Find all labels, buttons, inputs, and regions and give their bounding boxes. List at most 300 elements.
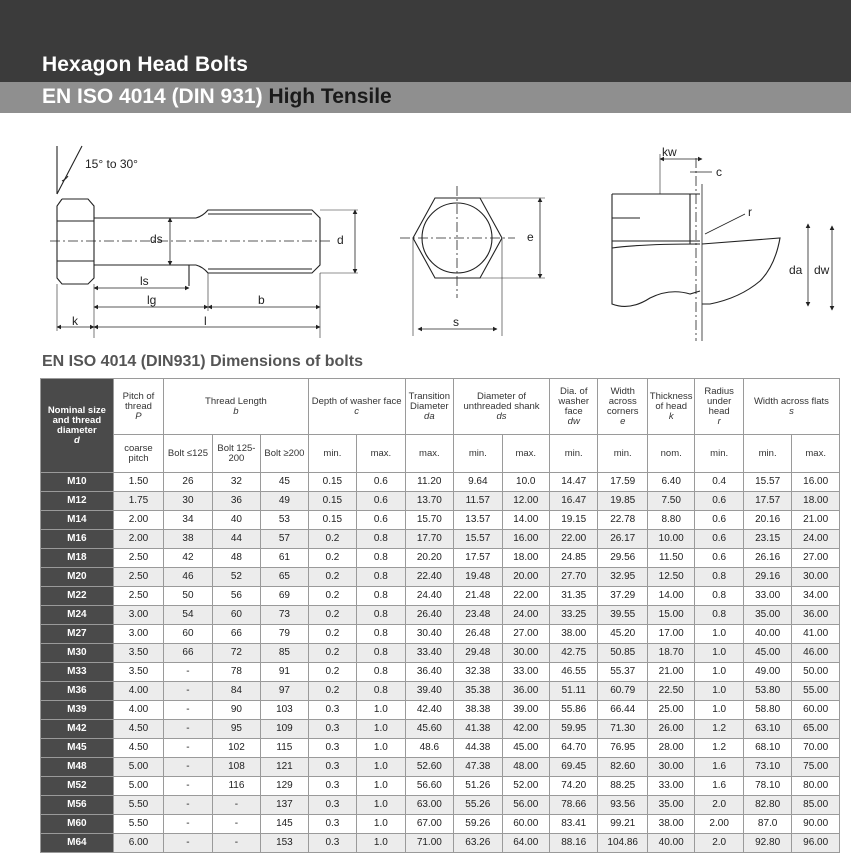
table-cell: 36.40 [405, 663, 453, 682]
table-cell: 38.00 [647, 815, 694, 834]
table-cell: 0.8 [695, 568, 743, 587]
table-cell: 0.8 [357, 568, 405, 587]
table-row [41, 625, 840, 644]
header-washer-dia: Dia. of washer face dw [550, 379, 598, 435]
table-cell: 145 [261, 815, 309, 834]
table-cell: 56.60 [405, 777, 453, 796]
table-cell: 5.00 [113, 758, 164, 777]
table-cell: 26.40 [405, 606, 453, 625]
table-cell: 0.8 [357, 663, 405, 682]
table-cell: 20.16 [743, 511, 791, 530]
table-cell: 10.0 [502, 473, 549, 492]
header-pitch: Pitch of thread P [113, 379, 164, 435]
table-cell: 28.00 [647, 739, 694, 758]
table-cell: 54 [164, 606, 212, 625]
table-cell: 0.3 [308, 796, 356, 815]
table-cell: 41.00 [792, 625, 840, 644]
label-k: k [72, 314, 78, 328]
table-cell: 64.00 [502, 834, 549, 853]
table-cell: 56 [212, 587, 260, 606]
table-cell: 68.10 [743, 739, 791, 758]
table-row [41, 815, 840, 834]
table-cell: 1.0 [357, 834, 405, 853]
table-cell: - [164, 815, 212, 834]
table-cell: 1.0 [695, 701, 743, 720]
subheader-cell: min. [598, 435, 647, 473]
table-cell: 23.48 [454, 606, 502, 625]
table-cell: 108 [212, 758, 260, 777]
table-cell: 2.0 [695, 796, 743, 815]
table-cell: 42.00 [502, 720, 549, 739]
table-cell: 14.00 [647, 587, 694, 606]
table-cell: 38.38 [454, 701, 502, 720]
header-nominal: Nominal size and thread diameter d [41, 379, 114, 473]
table-cell: 40.00 [647, 834, 694, 853]
section-title: EN ISO 4014 (DIN931) Dimensions of bolts [42, 353, 363, 370]
table-cell: 3.00 [113, 625, 164, 644]
table-cell: 51.26 [454, 777, 502, 796]
table-cell: 48.00 [502, 758, 549, 777]
table-cell: 69 [261, 587, 309, 606]
table-cell: 2.0 [695, 834, 743, 853]
table-cell: 73 [261, 606, 309, 625]
table-row [41, 701, 840, 720]
bolt-technical-drawings [0, 126, 851, 348]
table-cell: 55.00 [792, 682, 840, 701]
table-row [41, 682, 840, 701]
table-cell: 0.2 [308, 644, 356, 663]
table-cell: 57 [261, 530, 309, 549]
table-cell: 27.70 [550, 568, 598, 587]
table-cell: 39.00 [502, 701, 549, 720]
subheader-cell: min. [454, 435, 502, 473]
table-cell: 15.70 [405, 511, 453, 530]
angle-label: 15° to 30° [85, 157, 138, 171]
table-cell: 65.00 [792, 720, 840, 739]
table-cell: 0.8 [695, 587, 743, 606]
table-cell: 92.80 [743, 834, 791, 853]
table-cell: 0.2 [308, 568, 356, 587]
side-view-drawing [50, 146, 358, 338]
table-cell: 1.0 [357, 739, 405, 758]
header-unthreaded: Diameter of unthreaded shank ds [454, 379, 550, 435]
table-cell: 15.00 [647, 606, 694, 625]
table-cell: 17.00 [647, 625, 694, 644]
table-cell: 24.40 [405, 587, 453, 606]
table-cell: 66 [164, 644, 212, 663]
table-cell: 7.50 [647, 492, 694, 511]
table-cell: 66.44 [598, 701, 647, 720]
label-r: r [748, 205, 752, 219]
size-cell: M14 [41, 511, 114, 530]
header-thread-length: Thread Length b [164, 379, 308, 435]
page-subtitle [42, 85, 392, 109]
table-cell: 17.59 [598, 473, 647, 492]
table-cell: 72 [212, 644, 260, 663]
table-cell: 42.40 [405, 701, 453, 720]
label-da: da [789, 263, 803, 277]
table-cell: - [164, 682, 212, 701]
table-cell: 1.0 [695, 682, 743, 701]
table-cell: 33.00 [743, 587, 791, 606]
table-cell: 0.8 [357, 625, 405, 644]
table-cell: 45.00 [743, 644, 791, 663]
table-cell: 6.40 [647, 473, 694, 492]
table-cell: 30.00 [792, 568, 840, 587]
table-row [41, 758, 840, 777]
table-cell: 70.00 [792, 739, 840, 758]
table-cell: 0.2 [308, 530, 356, 549]
table-cell: 1.0 [695, 663, 743, 682]
subheader-cell: min. [695, 435, 743, 473]
table-cell: 36.00 [502, 682, 549, 701]
size-cell: M52 [41, 777, 114, 796]
table-cell: 21.48 [454, 587, 502, 606]
size-cell: M33 [41, 663, 114, 682]
table-cell: - [212, 796, 260, 815]
table-cell: 74.20 [550, 777, 598, 796]
label-d: d [337, 233, 344, 247]
table-row [41, 796, 840, 815]
table-cell: 45.00 [502, 739, 549, 758]
table-cell: 63.26 [454, 834, 502, 853]
table-cell: - [212, 834, 260, 853]
table-cell: 66 [212, 625, 260, 644]
table-cell: 22.40 [405, 568, 453, 587]
table-cell: 27.00 [502, 625, 549, 644]
table-cell: 102 [212, 739, 260, 758]
subheader-cell: Bolt 125-200 [212, 435, 260, 473]
header-across-corners: Width across corners e [598, 379, 647, 435]
table-cell: 19.85 [598, 492, 647, 511]
table-cell: 60 [212, 606, 260, 625]
table-cell: 33.00 [647, 777, 694, 796]
table-row [41, 720, 840, 739]
table-cell: 34.00 [792, 587, 840, 606]
table-cell: 85 [261, 644, 309, 663]
table-cell: 79 [261, 625, 309, 644]
table-row [41, 549, 840, 568]
table-cell: 60 [164, 625, 212, 644]
table-cell: 0.6 [695, 530, 743, 549]
table-cell: 32.38 [454, 663, 502, 682]
subheader-cell: coarse pitch [113, 435, 164, 473]
table-cell: 29.48 [454, 644, 502, 663]
size-cell: M22 [41, 587, 114, 606]
table-cell: 21.00 [647, 663, 694, 682]
table-cell: - [164, 834, 212, 853]
table-cell: 1.2 [695, 720, 743, 739]
table-cell: 11.50 [647, 549, 694, 568]
table-cell: 1.75 [113, 492, 164, 511]
table-cell: 115 [261, 739, 309, 758]
table-cell: 63.00 [405, 796, 453, 815]
table-row [41, 777, 840, 796]
table-cell: 9.64 [454, 473, 502, 492]
bolt-dimensions-table [40, 378, 840, 853]
table-cell: 0.3 [308, 834, 356, 853]
table-cell: 50.85 [598, 644, 647, 663]
table-cell: 52.00 [502, 777, 549, 796]
header-head-thickness: Thickness of head k [647, 379, 694, 435]
table-cell: 18.00 [792, 492, 840, 511]
table-cell: 12.00 [502, 492, 549, 511]
table-cell: 0.2 [308, 606, 356, 625]
table-cell: 64.70 [550, 739, 598, 758]
table-cell: 13.70 [405, 492, 453, 511]
table-cell: 0.2 [308, 549, 356, 568]
table-cell: 0.8 [357, 587, 405, 606]
table-cell: 49.00 [743, 663, 791, 682]
table-cell: 0.3 [308, 777, 356, 796]
subheader-cell: Bolt ≤125 [164, 435, 212, 473]
table-cell: 73.10 [743, 758, 791, 777]
table-cell: 34 [164, 511, 212, 530]
table-cell: 0.8 [357, 682, 405, 701]
subheader-cell: max. [405, 435, 453, 473]
table-cell: 80.00 [792, 777, 840, 796]
table-cell: 103 [261, 701, 309, 720]
table-cell: 25.00 [647, 701, 694, 720]
table-cell: 65 [261, 568, 309, 587]
table-cell: 1.50 [113, 473, 164, 492]
table-cell: 42 [164, 549, 212, 568]
table-cell: 78 [212, 663, 260, 682]
table-cell: - [164, 796, 212, 815]
table-cell: 1.0 [357, 777, 405, 796]
table-row [41, 606, 840, 625]
table-cell: 116 [212, 777, 260, 796]
table-row [41, 587, 840, 606]
table-cell: 95 [212, 720, 260, 739]
table-cell: 11.20 [405, 473, 453, 492]
table-cell: 44 [212, 530, 260, 549]
end-view-drawing [400, 186, 545, 336]
header-transition: Transition Diameter da [405, 379, 453, 435]
table-cell: 0.6 [357, 511, 405, 530]
table-cell: 1.0 [695, 625, 743, 644]
table-cell: 36 [212, 492, 260, 511]
label-dw: dw [814, 263, 830, 277]
table-cell: 76.95 [598, 739, 647, 758]
table-cell: 0.3 [308, 739, 356, 758]
table-cell: 2.50 [113, 549, 164, 568]
table-cell: 10.00 [647, 530, 694, 549]
page-title: Hexagon Head Bolts [42, 53, 249, 76]
table-cell: 0.15 [308, 511, 356, 530]
table-row [41, 834, 840, 853]
table-cell: 2.50 [113, 568, 164, 587]
table-cell: 16.47 [550, 492, 598, 511]
label-c: c [716, 165, 722, 179]
table-cell: 121 [261, 758, 309, 777]
table-cell: 93.56 [598, 796, 647, 815]
table-cell: 85.00 [792, 796, 840, 815]
size-cell: M24 [41, 606, 114, 625]
header-radius: Radius under head r [695, 379, 743, 435]
drawing-labels [72, 145, 830, 329]
table-cell: - [164, 663, 212, 682]
size-cell: M39 [41, 701, 114, 720]
table-cell: 33.25 [550, 606, 598, 625]
table-cell: 1.6 [695, 777, 743, 796]
table-cell: 53 [261, 511, 309, 530]
table-cell: 24.85 [550, 549, 598, 568]
table-row [41, 492, 840, 511]
table-cell: 88.16 [550, 834, 598, 853]
table-row [41, 511, 840, 530]
table-cell: 0.8 [357, 644, 405, 663]
size-cell: M27 [41, 625, 114, 644]
table-cell: 78.10 [743, 777, 791, 796]
table-cell: 26.48 [454, 625, 502, 644]
table-cell: 19.48 [454, 568, 502, 587]
table-cell: 55.37 [598, 663, 647, 682]
table-cell: 24.00 [792, 530, 840, 549]
table-cell: 32.95 [598, 568, 647, 587]
header-across-flats: Width across flats s [743, 379, 839, 435]
subtitle-grade: High Tensile [268, 85, 392, 108]
table-cell: 45.20 [598, 625, 647, 644]
subheader-cell: nom. [647, 435, 694, 473]
table-cell: - [164, 758, 212, 777]
table-cell: 97 [261, 682, 309, 701]
table-cell: 40 [212, 511, 260, 530]
table-cell: 1.0 [357, 796, 405, 815]
table-cell: 35.00 [647, 796, 694, 815]
table-cell: 55.86 [550, 701, 598, 720]
table-cell: 15.57 [454, 530, 502, 549]
table-cell: 18.70 [647, 644, 694, 663]
table-cell: 13.57 [454, 511, 502, 530]
table-cell: 47.38 [454, 758, 502, 777]
table-cell: 38.00 [550, 625, 598, 644]
table-cell: 26.00 [647, 720, 694, 739]
table-cell: 96.00 [792, 834, 840, 853]
table-cell: 0.8 [357, 606, 405, 625]
table-cell: 82.80 [743, 796, 791, 815]
table-cell: - [164, 720, 212, 739]
header-depth: Depth of washer face c [308, 379, 405, 435]
table-cell: 51.11 [550, 682, 598, 701]
table-cell: 91 [261, 663, 309, 682]
table-cell: 21.00 [792, 511, 840, 530]
table-cell: 4.50 [113, 720, 164, 739]
table-cell: 1.0 [357, 701, 405, 720]
table-cell: 44.38 [454, 739, 502, 758]
table-cell: 49 [261, 492, 309, 511]
label-kw: kw [662, 145, 677, 159]
subheader-cell: Bolt ≥200 [261, 435, 309, 473]
table-cell: 19.15 [550, 511, 598, 530]
table-cell: 71.30 [598, 720, 647, 739]
label-b: b [258, 293, 265, 307]
table-cell: 78.66 [550, 796, 598, 815]
table-cell: 0.8 [357, 530, 405, 549]
table-cell: - [164, 701, 212, 720]
table-cell: 87.0 [743, 815, 791, 834]
table-cell: 12.50 [647, 568, 694, 587]
table-cell: 63.10 [743, 720, 791, 739]
size-cell: M56 [41, 796, 114, 815]
table-cell: 0.2 [308, 663, 356, 682]
table-cell: 14.47 [550, 473, 598, 492]
table-cell: 104.86 [598, 834, 647, 853]
table-row [41, 473, 840, 492]
table-cell: 8.80 [647, 511, 694, 530]
table-cell: 35.00 [743, 606, 791, 625]
table-cell: 36.00 [792, 606, 840, 625]
table-cell: 45.60 [405, 720, 453, 739]
table-cell: 29.16 [743, 568, 791, 587]
subheader-cell: max. [792, 435, 840, 473]
table-row [41, 663, 840, 682]
table-cell: 30.00 [647, 758, 694, 777]
table-cell: 60.79 [598, 682, 647, 701]
size-cell: M36 [41, 682, 114, 701]
table-cell: 5.00 [113, 777, 164, 796]
table-cell: 1.6 [695, 758, 743, 777]
table-cell: 69.45 [550, 758, 598, 777]
table-cell: 1.0 [357, 720, 405, 739]
table-cell: 22.50 [647, 682, 694, 701]
table-cell: 4.00 [113, 701, 164, 720]
table-cell: 2.00 [113, 511, 164, 530]
table-cell: 52.60 [405, 758, 453, 777]
subheader-cell: min. [550, 435, 598, 473]
table-cell: 0.6 [357, 473, 405, 492]
table-cell: 20.20 [405, 549, 453, 568]
table-cell: 3.00 [113, 606, 164, 625]
table-cell: 0.3 [308, 701, 356, 720]
table-cell: 88.25 [598, 777, 647, 796]
table-cell: 4.00 [113, 682, 164, 701]
table-cell: 0.6 [357, 492, 405, 511]
size-cell: M64 [41, 834, 114, 853]
table-cell: 58.80 [743, 701, 791, 720]
table-cell: 11.57 [454, 492, 502, 511]
table-cell: 2.00 [695, 815, 743, 834]
table-cell: 46.55 [550, 663, 598, 682]
table-cell: 90.00 [792, 815, 840, 834]
table-cell: 30 [164, 492, 212, 511]
table-cell: 26 [164, 473, 212, 492]
subheader-cell: min. [308, 435, 356, 473]
table-cell: 0.3 [308, 815, 356, 834]
table-cell: 6.00 [113, 834, 164, 853]
subheader-row [41, 435, 840, 473]
size-cell: M16 [41, 530, 114, 549]
table-cell: 17.70 [405, 530, 453, 549]
size-cell: M48 [41, 758, 114, 777]
table-cell: 50 [164, 587, 212, 606]
table-cell: 41.38 [454, 720, 502, 739]
table-cell: 0.2 [308, 682, 356, 701]
table-cell: 26.17 [598, 530, 647, 549]
table-cell: 46.00 [792, 644, 840, 663]
table-cell: 137 [261, 796, 309, 815]
table-cell: - [164, 739, 212, 758]
size-cell: M42 [41, 720, 114, 739]
table-cell: 31.35 [550, 587, 598, 606]
subheader-cell: max. [502, 435, 549, 473]
size-cell: M45 [41, 739, 114, 758]
table-cell: 48 [212, 549, 260, 568]
table-cell: 50.00 [792, 663, 840, 682]
subheader-cell: max. [357, 435, 405, 473]
table-cell: 26.16 [743, 549, 791, 568]
table-cell: 38 [164, 530, 212, 549]
